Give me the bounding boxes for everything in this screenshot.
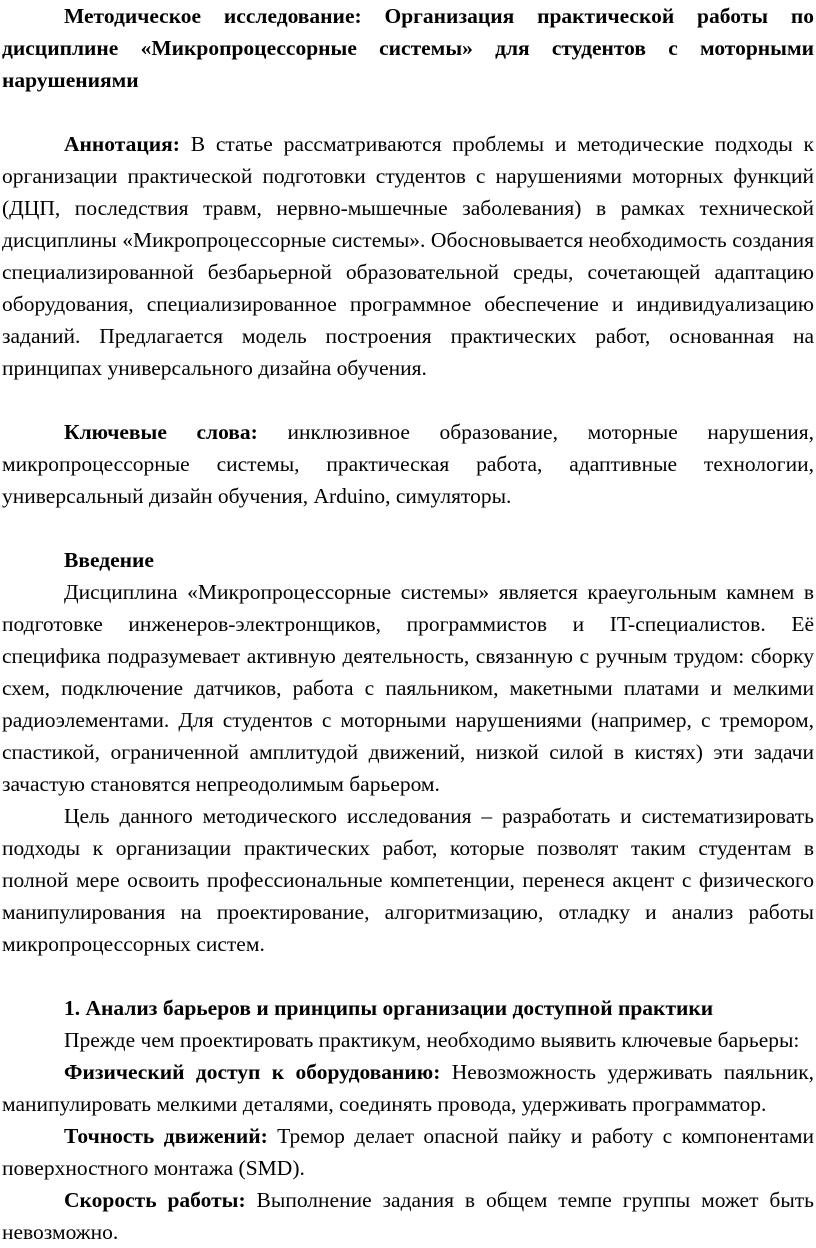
barrier-label: Физический доступ к оборудованию: bbox=[64, 1060, 441, 1084]
section1-heading-text: 1. Анализ барьеров и принципы организации доступной практики bbox=[64, 996, 714, 1020]
introduction-heading-text: Введение bbox=[64, 548, 154, 572]
introduction-heading bbox=[2, 544, 814, 576]
spacer bbox=[2, 96, 814, 128]
spacer bbox=[2, 960, 814, 992]
barrier-label: Скорость работы: bbox=[64, 1188, 246, 1212]
barrier-text: Выполнение задания в общем темпе группы может быть невозможно. bbox=[2, 1188, 814, 1244]
barrier-item bbox=[2, 1184, 814, 1248]
keywords-text: инклюзивное образование, моторные нарушения, микропроцессорные системы, практическая работа, адаптивные технологии, универсальный дизайн обучения, Arduino, симуляторы. bbox=[2, 420, 815, 508]
barrier-label: Точность движений: bbox=[64, 1124, 268, 1148]
section1-intro: Прежде чем проектировать практикум, необходимо выявить ключевые барьеры: bbox=[64, 1028, 800, 1052]
spacer bbox=[2, 512, 814, 544]
introduction-paragraph-1: Дисциплина «Микропроцессорные системы» является краеугольным камнем в подготовке инженеров-электронщиков, программистов и IT-специалистов. Её специфика подразумевает активную деятельность, связанную с ручным трудом: сборку схем, подключение датчиков, работа с паяльником, макетными платами и мелкими радиоэлементами. Для студентов с моторными нарушениями (например, с тремором, спастикой, ограниченной амплитудой движений, низкой силой в кистях) эти задачи зачастую становятся непреодолимым барьером. bbox=[2, 580, 814, 796]
document-title: Методическое исследование: Организация практической работы по дисциплине «Микропроцессорные системы» для студентов с моторными нарушениями bbox=[2, 4, 814, 92]
keywords-label: Ключевые слова: bbox=[64, 420, 258, 444]
barrier-text: Тремор делает опасной пайку и работу с компонентами поверхностного монтажа (SMD). bbox=[2, 1124, 814, 1180]
abstract-label: Аннотация: bbox=[64, 132, 180, 156]
introduction-paragraph-2: Цель данного методического исследования – разработать и систематизировать подходы к организации практических работ, которые позволят таким студентам в полной мере освоить профессиональные компетенции, перенеся акцент с физического манипулирования на проектирование, алгоритмизацию, отладку и анализ работы микропроцессорных систем. bbox=[2, 804, 814, 956]
section1-heading bbox=[2, 992, 814, 1024]
keywords-paragraph bbox=[2, 416, 814, 512]
barrier-item bbox=[2, 1056, 814, 1120]
barrier-text: Невозможность удерживать паяльник, манипулировать мелкими деталями, соединять провода, удерживать программатор. bbox=[2, 1060, 815, 1116]
abstract-text: В статье рассматриваются проблемы и методические подходы к организации практической подготовки студентов с нарушениями моторных функций (ДЦП, последствия травм, нервно-мышечные заболевания) в рамках технической дисциплины «Микропроцессорные системы». Обосновывается необходимость создания специализированной безбарьерной образовательной среды, сочетающей адаптацию оборудования, специализированное программное обеспечение и индивидуализацию заданий. Предлагается модель построения практических работ, основанная на принципах универсального дизайна обучения. bbox=[2, 132, 814, 380]
abstract-paragraph bbox=[2, 128, 814, 384]
barrier-item bbox=[2, 1120, 814, 1184]
spacer bbox=[2, 384, 814, 416]
